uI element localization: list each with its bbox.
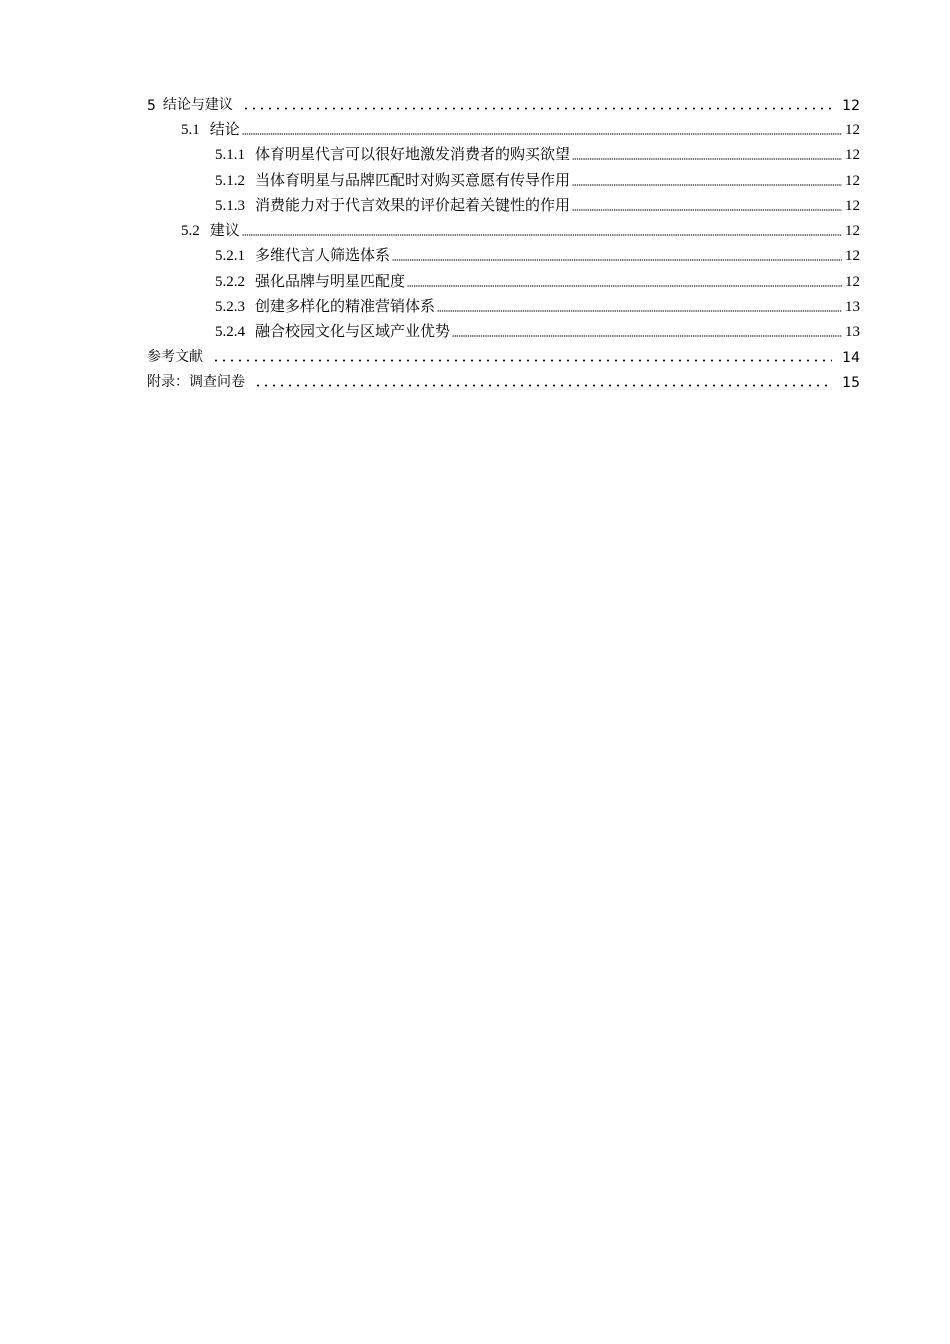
toc-entry-number: 5.2 <box>181 223 200 239</box>
toc-entry-appendix[interactable] <box>147 367 860 391</box>
toc-entry-section-5-2-3[interactable] <box>215 292 860 316</box>
toc-entry-number: 5.2.4 <box>215 324 245 340</box>
toc-entry-number: 5.2.2 <box>215 274 245 290</box>
toc-entry-page: 12 <box>845 248 860 264</box>
dot-leader <box>437 298 842 312</box>
toc-entry-title: 参考文献 <box>147 349 203 365</box>
toc-entry-page: 12 <box>845 198 860 214</box>
dot-leader <box>242 222 842 236</box>
toc-entry-page: 12 <box>845 147 860 163</box>
toc-entry-page: 12 <box>845 122 860 138</box>
toc-entry-title: 结论 <box>209 122 240 138</box>
toc-entry-title: 建议 <box>209 223 240 239</box>
toc-entry-page: 12 <box>842 98 860 114</box>
toc-entry-section-5-2-4[interactable] <box>215 317 860 341</box>
toc-entry-number: 5.1.3 <box>215 198 245 214</box>
toc-entry-title: 强化品牌与明星匹配度 <box>255 274 406 290</box>
toc-entry-title: 当体育明星与品牌匹配时对购买意愿有传导作用 <box>255 173 571 189</box>
toc-entry-number: 5.1 <box>181 122 200 138</box>
toc-entry-page: 12 <box>845 274 860 290</box>
toc-entry-section-5-1-1[interactable] <box>215 140 860 164</box>
dot-leader <box>209 348 832 362</box>
toc-entry-section-5-1[interactable] <box>181 115 860 139</box>
toc-entry-page: 13 <box>845 324 860 340</box>
toc-entry-title: 体育明星代言可以很好地激发消费者的购买欲望 <box>255 147 571 163</box>
dot-leader <box>251 373 832 387</box>
dot-leader <box>239 96 832 110</box>
toc-entry-section-5-1-3[interactable] <box>215 191 860 215</box>
toc-entry-number: 5.2.1 <box>215 248 245 264</box>
toc-entry-page: 12 <box>845 223 860 239</box>
toc-entry-section-5-2-1[interactable] <box>215 241 860 265</box>
toc-entry-section-5-1-2[interactable] <box>215 166 860 190</box>
dot-leader <box>407 273 842 287</box>
toc-entry-number: 5 <box>147 98 156 114</box>
toc-entry-title: 附录：调查问卷 <box>147 374 245 390</box>
toc-entry-number: 5.2.3 <box>215 299 245 315</box>
dot-leader <box>572 146 842 160</box>
dot-leader <box>572 172 842 186</box>
toc-entry-title: 多维代言人筛选体系 <box>255 248 391 264</box>
dot-leader <box>392 247 842 261</box>
toc-entry-chapter-5[interactable] <box>147 90 860 114</box>
toc-entry-section-5-2[interactable] <box>181 216 860 240</box>
toc-entry-page: 12 <box>845 173 860 189</box>
toc-entry-page: 13 <box>845 299 860 315</box>
toc-entry-title: 结论与建议 <box>162 97 233 113</box>
toc-entry-page: 15 <box>842 375 860 391</box>
toc-entry-number: 5.1.1 <box>215 147 245 163</box>
toc-entry-title: 创建多样化的精准营销体系 <box>255 299 436 315</box>
toc-entry-number: 5.1.2 <box>215 173 245 189</box>
toc-entry-title: 消费能力对于代言效果的评价起着关键性的作用 <box>255 198 571 214</box>
toc-entry-page: 14 <box>842 350 860 366</box>
toc-entry-section-5-2-2[interactable] <box>215 267 860 291</box>
toc-entry-references[interactable] <box>147 342 860 366</box>
dot-leader <box>452 323 842 337</box>
toc-entry-title: 融合校园文化与区域产业优势 <box>255 324 451 340</box>
dot-leader <box>242 121 842 135</box>
dot-leader <box>572 197 842 211</box>
